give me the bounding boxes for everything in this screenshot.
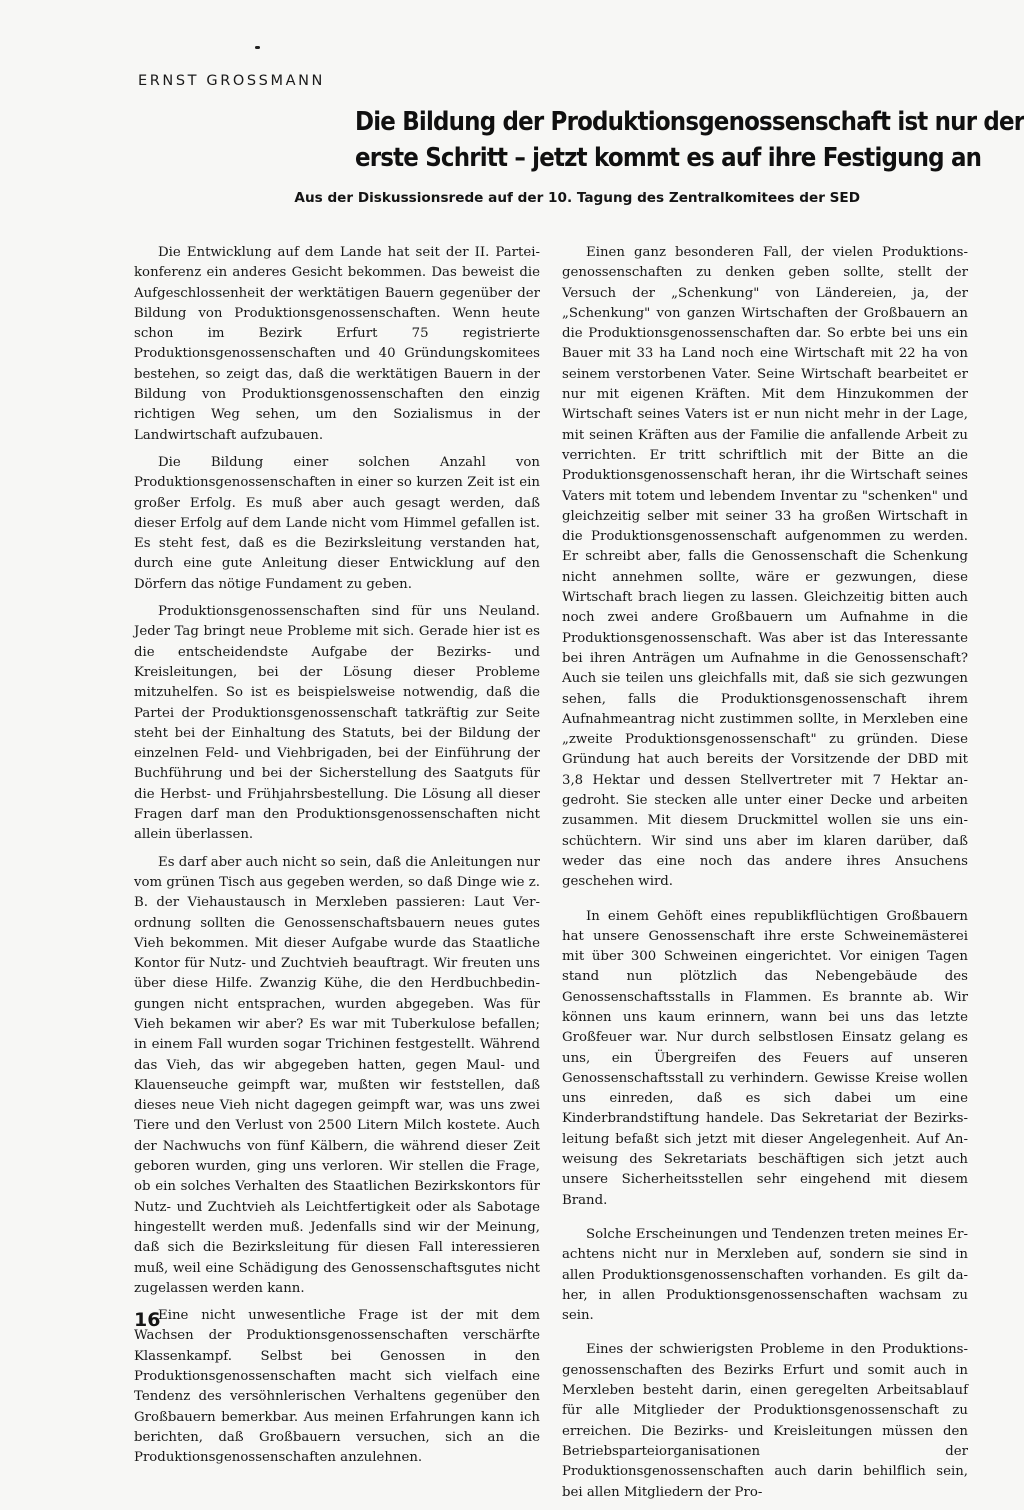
paragraph: Einen ganz besonderen Fall, der vielen Produktionsgenossenschaften zu denken geben sollte, stellt der Versuch der „Schenkung" von Ländereien, ja, der „Schenkung" von ganzen Wirtschaften der Großbauern an die Produktionsgenossenschaften dar. So erbte bei uns ein Bauer mit 33 ha Land noch eine Wirtschaft mit 22 ha von seinem verstorbenen Vater. Seine Wirtschaft bearbeitet er nur mit eigenen Kräften. Mit dem Hinzukommen der Wirtschaft seines Vaters ist er nun nicht mehr in der Lage, mit seinen Kräften aus der Familie die anfallende Arbeit zu verrichten. Er tritt schriftlich mit der Bitte an die Produktionsgenossenschaft heran, ihr die Wirtschaft seines Vaters mit totem und lebendem Inventar zu "schenken" und gleichzeitig selber mit seiner 33 ha großen Wirtschaft in die Produktionsgenossenschaft aufgenommen zu werden. Er schreibt aber, falls die Genossenschaft die Schenkung nicht annehmen sollte, wäre er gezwungen, diese Wirtschaft brach liegen zu lassen. Gleichzeitig bitten auch noch zwei andere Großbauern um Aufnahme in die Produktionsgenossenschaft. Was aber ist das Interessante bei ihren Anträgen um Aufnahme in die Genossenschaft? Auch sie teilen uns gleichfalls mit, daß sie sich gezwungen sehen, falls die Produktionsgenossenschaft ihrem Aufnahmeantrag nicht zustimmen sollte, in Merxleben eine „zweite Produktionsgenossenschaft" zu gründen. Diese Gründung hat auch bereits der Vorsitzende der DBD mit 3,8 Hektar und dessen Stellvertreter mit 7 Hektar angedroht. Sie stecken alle unter einer Decke und arbeiten zusammen. Mit diesem Druckmittel wollen sie uns einschüchtern. Wir sind uns aber im klaren darüber, daß weder das eine noch das andere ihres Ansuchens geschehen wird. [562,245,968,890]
paragraph: Produktionsgenossenschaften sind für uns Neuland. Jeder Tag bringt neue Probleme mit sich. Gerade hier ist es die entscheidendste Aufgabe der Bezirks- und Kreisleitungen, bei der Lösung dieser Probleme mitzuhelfen. So ist es beispielsweise notwendig, daß die Partei der Produktionsgenossenschaft tatkräftig zur Seite steht bei der Einhaltung des Statuts, bei der Bildung der einzelnen Feld- und Viehbrigaden, bei der Einführung der Buchführung und bei der Sicherstellung des Saatguts für die Herbst- und Frühjahrsbestellung. Die Lösung all dieser Fragen darf man den Produktionsgenossenschaften nicht allein überlassen. [134,604,540,843]
paragraph: Eines der schwierigsten Probleme in den Produktionsgenossenschaften des Bezirks Erfurt und somit auch in Merxleben besteht darin, einen geregelten Arbeitsablauf für alle Mitglieder der Produktionsgenossenschaft zu erreichen. Die Bezirks- und Kreisleitungen müssen den Betriebsparteiorganisationen der Produktionsgenossenschaften auch darin behilflich sein, bei allen Mitgliedern der Pro- [562,1342,968,1500]
paragraph: Die Bildung einer solchen Anzahl von Produktionsgenossenschaften in einer so kurzen Zeit ist ein großer Erfolg. Es muß aber auch gesagt werden, daß dieser Erfolg auf dem Lande nicht vom Himmel gefallen ist. Es steht fest, daß es die Bezirksleitung verstanden hat, durch eine gute Anleitung dieser Entwicklung auf den Dörfern das nötige Fundament zu geben. [134,454,540,592]
article-title [355,104,1024,176]
author-name: ERNST GROSSMANN [138,73,326,89]
print-speck [255,46,260,49]
paragraph: Solche Erscheinungen und Tendenzen treten meines Erachtens nicht nur in Merxleben auf, sondern sie sind in allen Produktionsgenossenschaften vorhanden. Es gilt daher, in allen Produktionsgenossenschaften wachsam zu sein. [562,1226,968,1324]
article-subtitle: Aus der Diskussionsrede auf der 10. Tagung des Zentralkomitees der SED [294,190,860,206]
page-number: 16 [134,1309,161,1331]
paragraph: Die Entwicklung auf dem Lande hat seit der II. Parteikonferenz ein anderes Gesicht bekommen. Das beweist die Aufgeschlossenheit der werktätigen Bauern gegenüber der Bildung von Produktionsgenossenschaften. Wenn heute schon im Bezirk Erfurt 75 registrierte Produktionsgenossenschaften und 40 Gründungskomitees bestehen, so zeigt das, daß die werktätigen Bauern in der Bildung von Produktionsgenossenschaften den einzig richtigen Weg sehen, um den Sozialismus in der Landwirtschaft aufzubauen. [134,245,540,443]
title-line-2: erste Schritt – jetzt kommt es auf ihre Festigung an [355,143,982,173]
paragraph: In einem Gehöft eines republikflüchtigen Großbauern hat unsere Genossenschaft ihre erste Schweinemästerei mit über 300 Schweinen eingerichtet. Vor einigen Tagen stand nun plötzlich das Nebengebäude des Genossenschaftsstalls in Flammen. Es brannte ab. Wir können uns kaum erinnern, wann bei uns das letzte Großfeuer war. Nur durch selbstlosen Einsatz gelang es uns, ein Übergreifen des Feuers auf unseren Genossenschaftsstall zu verhindern. Gewisse Kreise wollen uns einreden, daß es sich dabei um eine Kinderbrandstiftung handele. Das Sekretariat der Bezirksleitung befaßt sich jetzt mit dieser Angelegenheit. Auf Anweisung des Sekretariats beschäftigen sich jetzt auch unsere Sicherheitsstellen sehr eingehend mit diesem Brand. [562,908,968,1208]
right-column [562,243,968,1510]
paragraph: Eine nicht unwesentliche Frage ist der mit dem Wachsen der Produktionsgenossenschaften verschärfte Klassenkampf. Selbst bei Genossen in den Produktionsgenossenschaften macht sich vielfach eine Tendenz des versöhnlerischen Verhaltens gegenüber den Großbauern bemerkbar. Aus meinen Erfahrungen kann ich berichten, daß Großbauern versuchen, sich an die Produktionsgenossenschaften anzulehnen. [134,1308,540,1466]
paragraph: Es darf aber auch nicht so sein, daß die Anleitungen nur vom grünen Tisch aus gegeben werden, so daß Dinge wie z. B. der Viehaustausch in Merxleben passieren: Laut Verordnung sollten die Genossenschaftsbauern neues gutes Vieh bekommen. Mit dieser Aufgabe wurde das Staatliche Kontor für Nutz- und Zuchtvieh beauftragt. Wir freuten uns über diese Hilfe. Zwanzig Kühe, die den Herdbuchbedingungen nicht entsprachen, wurden abgegeben. Was für Vieh bekamen wir aber? Es war mit Tuberkulose befallen; in einem Fall wurden sogar Trichinen festgestellt. Während das Vieh, das wir abgegeben hatten, gegen Maul- und Klauenseuche geimpft war, mußten wir feststellen, daß dieses neue Vieh nicht dagegen geimpft war, was uns zwei Tiere und den Verlust von 2500 Litern Milch kostete. Auch der Nachwuchs von fünf Kälbern, die während dieser Zeit geboren wurden, ging uns verloren. Wir stellen die Frage, ob ein solches Verhalten des Staatlichen Bezirkskontors für Nutz- und Zuchtvieh als Leichtfertigkeit oder als Sabotage hingestellt werden muß. Jedenfalls sind wir der Meinung, daß sich die Bezirksleitung für diesen Fall interessieren muß, weil eine Schädigung des Genossenschaftsgutes nicht zugelassen werden kann. [134,854,540,1296]
title-line-1: Die Bildung der Produktionsgenossenschaft ist nur der [355,107,1024,137]
left-column [134,243,540,1476]
